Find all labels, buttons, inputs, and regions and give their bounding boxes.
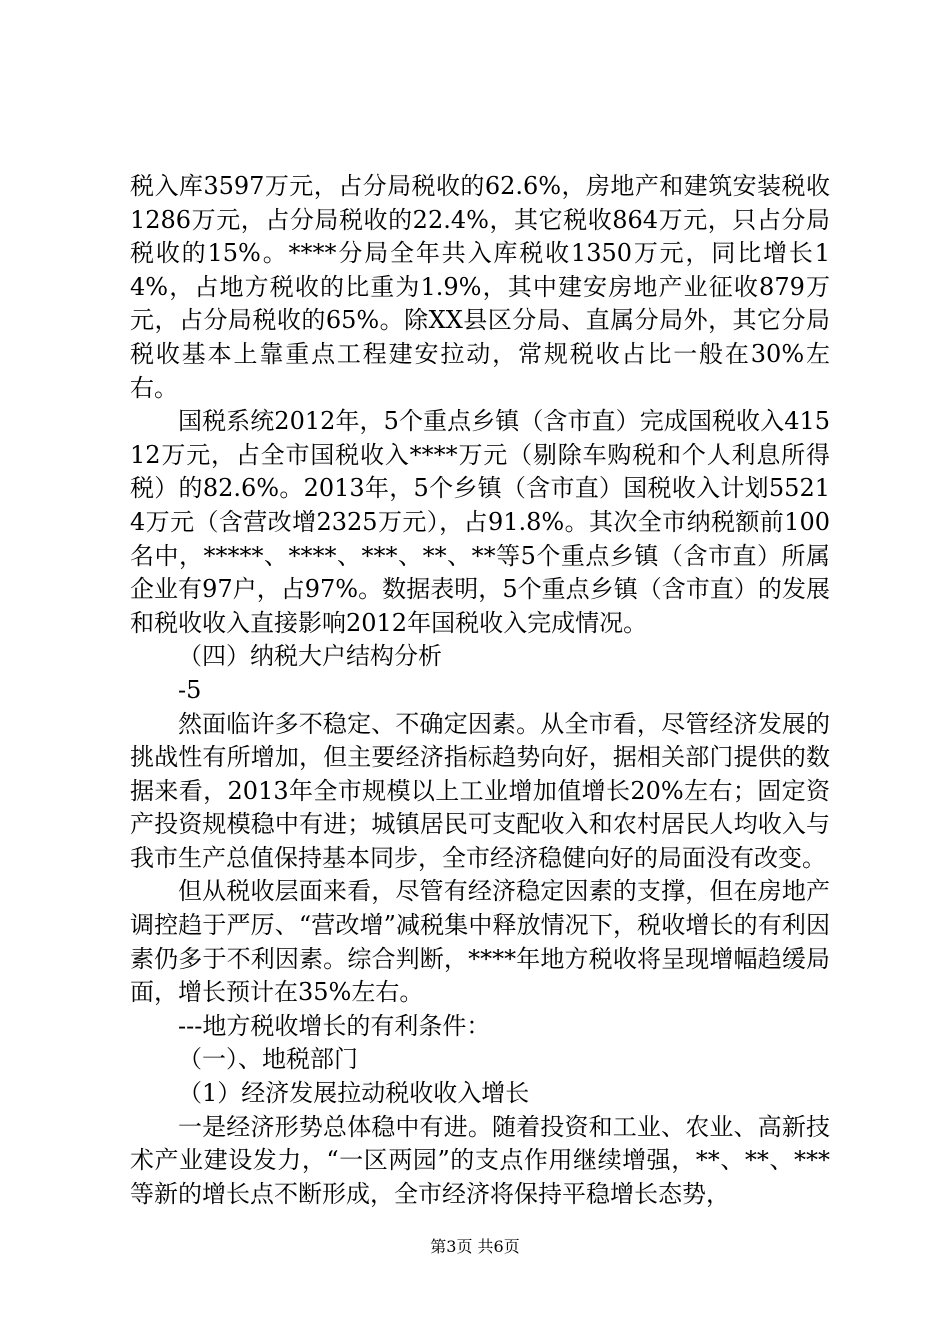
paragraph-tax-forecast: 但从税收层面来看，尽管有经济稳定因素的支撑，但在房地产调控趋于严厉、“营改增”减税集中释放情况下，税收增长的有利因素仍多于不利因素。综合判断，****年地方税收将呈现增幅趋缓局面，增长预计在35%左右。 <box>130 877 830 1007</box>
paragraph-national-tax-towns: 国税系统2012年，5个重点乡镇（含市直）完成国税收入41512万元，占全市国税收入****万元（剔除车购税和个人利息所得税）的82.6%。2013年，5个乡镇（含市直）国税收入计划55214万元（含营改增2325万元），占91.8%。其次全市纳税额前100名中，*****、****、***、**、**等5个重点乡镇（含市直）所属企业有97户，占97%。数据表明，5个重点乡镇（含市直）的发展和税收收入直接影响2012年国税收入完成情况。 <box>130 407 830 637</box>
document-body <box>130 170 830 1211</box>
paragraph-branch-tax-summary: 税入库3597万元，占分局税收的62.6%，房地产和建筑安装税收1286万元，占分局税收的22.4%，其它税收864万元，只占分局税收的15%。****分局全年共入库税收1350万元，同比增长14%，占地方税收的比重为1.9%，其中建安房地产业征收879万元，占分局税收的65%。除XX县区分局、直属分局外，其它分局税收基本上靠重点工程建安拉动，常规税收占比一般在30%左右。 <box>130 172 830 402</box>
section-heading-taxpayer-structure: （四）纳税大户结构分析 <box>178 642 442 671</box>
section-heading-favorable-conditions: ---地方税收增长的有利条件： <box>178 1011 491 1040</box>
page-fragment-marker: -5 <box>178 675 202 704</box>
paragraph-economic-situation: 一是经济形势总体稳中有进。随着投资和工业、农业、高新技术产业建设发力，“一区两园”的支点作用继续增强，**、**、***等新的增长点不断形成，全市经济将保持平稳增长态势， <box>130 1112 830 1208</box>
subsection-heading-local-tax: （一）、地税部门 <box>178 1045 358 1074</box>
paragraph-economic-outlook: 然面临许多不稳定、不确定因素。从全市看，尽管经济发展的挑战性有所增加，但主要经济指标趋势向好，据相关部门提供的数据来看，2013年全市规模以上工业增加值增长20%左右；固定资产投资规模稳中有进；城镇居民可支配收入和农村居民人均收入与我市生产总值保持基本同步，全市经济稳健向好的局面没有改变。 <box>130 709 830 872</box>
subsection-heading-economic-growth: （1）经济发展拉动税收收入增长 <box>178 1079 530 1108</box>
page-number-footer: 第3页 共6页 <box>430 1237 520 1256</box>
